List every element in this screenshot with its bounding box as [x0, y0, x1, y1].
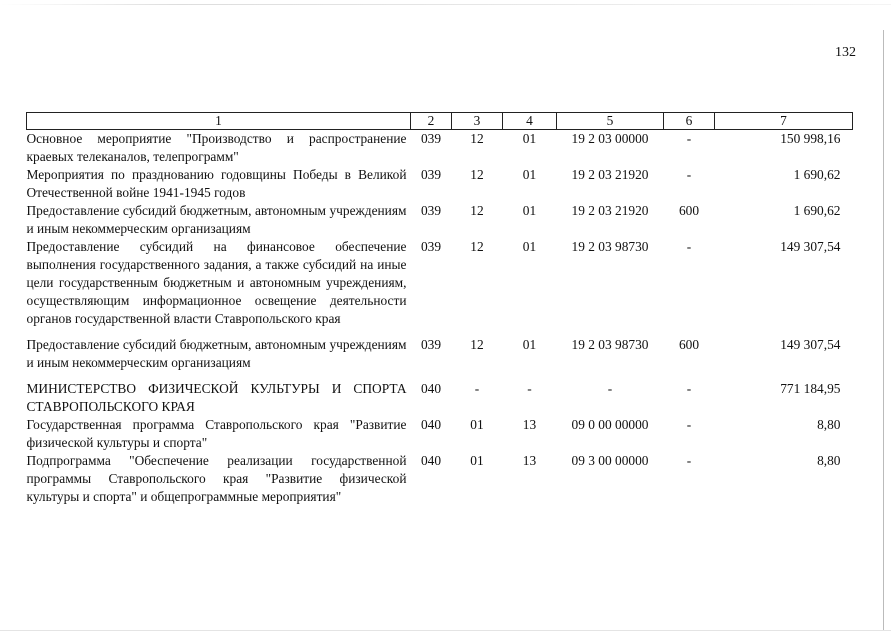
- scan-edge-bottom: [0, 630, 891, 631]
- row-amount: 150 998,16: [780, 131, 841, 146]
- header-row: [27, 113, 853, 130]
- row-target-article: 19 2 03 21920: [571, 203, 649, 218]
- row-target-article: 19 2 03 21920: [571, 167, 649, 182]
- header-cell-5: 5: [557, 113, 664, 130]
- header-cell-2: 2: [411, 113, 452, 130]
- header-cell-7: 7: [715, 113, 853, 130]
- table-row: [27, 238, 853, 328]
- row-subsection: 01: [522, 337, 537, 352]
- row-target-article: 19 2 03 98730: [571, 337, 649, 352]
- scan-edge-right: [883, 30, 884, 630]
- row-name: Предоставление субсидий бюджетным, автономным учреждениям и иным некоммерческим организациям: [26, 337, 407, 370]
- row-amount: 149 307,54: [780, 337, 841, 352]
- row-section: 01: [470, 417, 484, 432]
- row-ministry-code: 040: [420, 453, 442, 468]
- header-cell-1: 1: [27, 113, 411, 130]
- row-amount: 1 690,62: [793, 167, 841, 182]
- row-target-article: 09 0 00 00000: [571, 417, 649, 432]
- row-ministry-code: 040: [420, 381, 442, 396]
- row-expense-type: -: [686, 239, 692, 254]
- row-subsection: 13: [522, 417, 537, 432]
- row-name: Основное мероприятие "Производство и распространение краевых телеканалов, телепрограмм": [26, 131, 407, 164]
- row-amount: 771 184,95: [780, 381, 841, 396]
- table-row: [27, 130, 853, 167]
- table-row: [27, 202, 853, 238]
- row-expense-type: -: [686, 417, 692, 432]
- budget-table: [26, 112, 853, 506]
- row-expense-type: -: [686, 131, 692, 146]
- table-row: [27, 416, 853, 452]
- row-subsection: 01: [522, 239, 537, 254]
- scan-edge-top: [0, 4, 891, 5]
- row-expense-type: -: [686, 453, 692, 468]
- table-row: [27, 166, 853, 202]
- row-amount: 1 690,62: [793, 203, 841, 218]
- row-subsection: 01: [522, 131, 537, 146]
- row-ministry-code: 039: [420, 131, 442, 146]
- row-target-article: 19 2 03 98730: [571, 239, 649, 254]
- row-ministry-code: 039: [420, 337, 442, 352]
- header-cell-4: 4: [503, 113, 557, 130]
- row-amount: 149 307,54: [780, 239, 841, 254]
- row-ministry-code: 039: [420, 167, 442, 182]
- header-cell-3: 3: [452, 113, 503, 130]
- row-name: Предоставление субсидий на финансовое обеспечение выполнения государственного задания, а также субсидий на иные цели государственным бюджетным и автономным учреждениям, осуществляющим информационное освещение деятельности органов государственной власти Ставропольского края: [26, 239, 407, 326]
- row-subsection: 01: [522, 167, 537, 182]
- table-row: [27, 372, 853, 416]
- table-row: [27, 452, 853, 506]
- row-subsection: 01: [522, 203, 537, 218]
- header-cell-6: 6: [664, 113, 715, 130]
- row-expense-type: 600: [678, 337, 700, 352]
- row-section: 12: [470, 203, 484, 218]
- row-section: 12: [470, 167, 484, 182]
- row-amount: 8,80: [817, 453, 841, 468]
- row-subsection: 13: [522, 453, 537, 468]
- row-section: 12: [470, 239, 484, 254]
- row-target-article: -: [607, 381, 613, 396]
- row-amount: 8,80: [817, 417, 841, 432]
- row-name: Предоставление субсидий бюджетным, автономным учреждениям и иным некоммерческим организациям: [26, 203, 407, 236]
- row-name: Мероприятия по празднованию годовщины Победы в Великой Отечественной войне 1941-1945 годов: [26, 167, 407, 200]
- table-row: [27, 328, 853, 372]
- row-ministry-code: 039: [420, 203, 442, 218]
- row-ministry-code: 040: [420, 417, 442, 432]
- row-expense-type: 600: [678, 203, 700, 218]
- row-subsection: -: [527, 381, 532, 396]
- row-section: -: [474, 381, 480, 396]
- row-expense-type: -: [686, 167, 692, 182]
- row-name: МИНИСТЕРСТВО ФИЗИЧЕСКОЙ КУЛЬТУРЫ И СПОРТА СТАВРОПОЛЬСКОГО КРАЯ: [26, 381, 407, 414]
- row-name: Подпрограмма "Обеспечение реализации государственной программы Ставропольского края "Развитие физической культуры и спорта" и общепрограммные мероприятия": [26, 453, 407, 504]
- row-expense-type: -: [686, 381, 692, 396]
- row-target-article: 09 3 00 00000: [571, 453, 649, 468]
- page-number: 132: [835, 45, 856, 60]
- row-section: 12: [470, 337, 484, 352]
- row-section: 12: [470, 131, 484, 146]
- row-ministry-code: 039: [420, 239, 442, 254]
- row-target-article: 19 2 03 00000: [571, 131, 649, 146]
- row-name: Государственная программа Ставропольского края "Развитие физической культуры и спорта": [26, 417, 407, 450]
- row-section: 01: [470, 453, 484, 468]
